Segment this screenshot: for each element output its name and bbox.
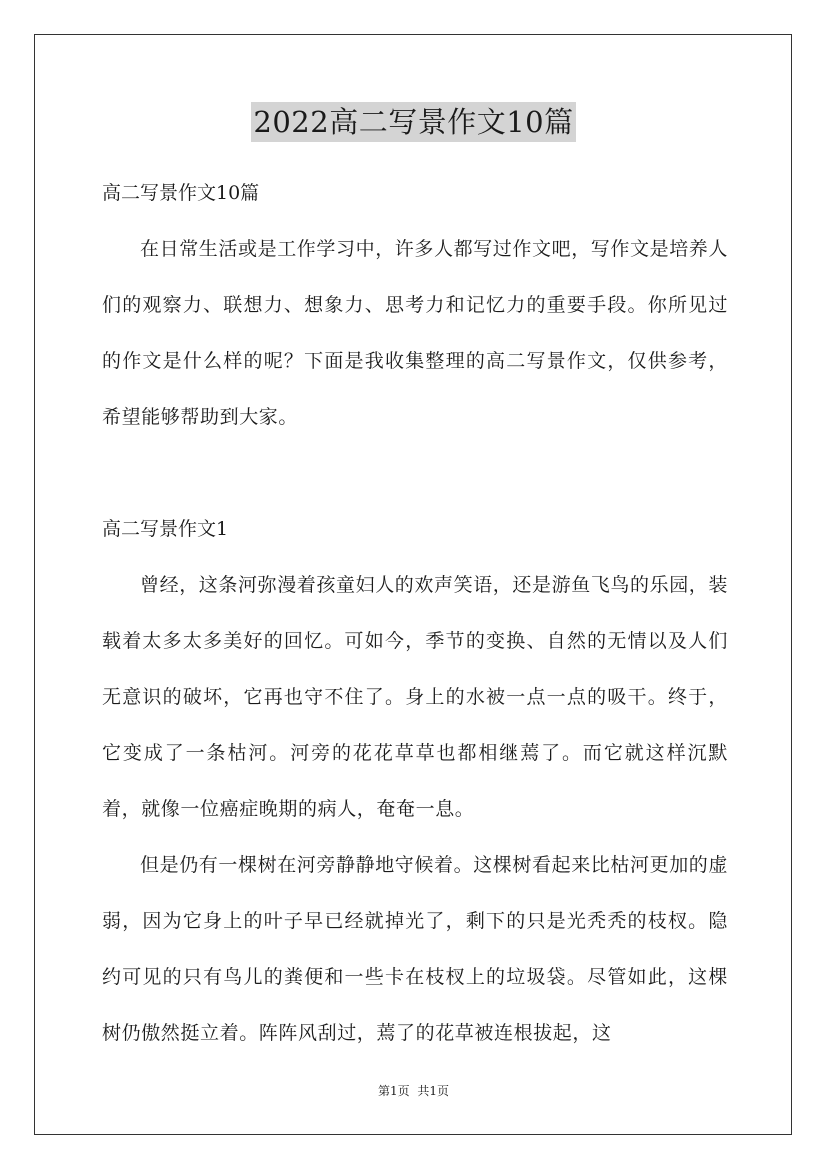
document-body <box>102 165 728 1061</box>
essay1-heading: 高二写景作文1 <box>102 518 229 540</box>
intro-paragraph: 在日常生活或是工作学习中，许多人都写过作文吧，写作文是培养人们的观察力、联想力、想象力、思考力和记忆力的重要手段。你所见过的作文是什么样的呢？下面是我收集整理的高二写景作文，仅供参考，希望能够帮助到大家。 <box>102 238 729 428</box>
intro-heading: 高二写景作文10篇 <box>102 182 260 204</box>
essay1-paragraph: 但是仍有一棵树在河旁静静地守候着。这棵树看起来比枯河更加的虚弱，因为它身上的叶子早已经就掉光了，剩下的只是光秃秃的枝杈。隐约可见的只有鸟儿的粪便和一些卡在枝杈上的垃圾袋。尽管如此，这棵树仍傲然挺立着。阵阵风刮过，蔫了的花草被连根拔起，这 <box>102 854 729 1044</box>
section-gap <box>102 445 728 501</box>
page-footer <box>0 1083 827 1099</box>
title-container <box>0 102 827 142</box>
document-title: 2022高二写景作文10篇 <box>251 102 575 142</box>
essay1-paragraph: 曾经，这条河弥漫着孩童妇人的欢声笑语，还是游鱼飞鸟的乐园，装载着太多太多美好的回忆。可如今，季节的变换、自然的无情以及人们无意识的破坏，它再也守不住了。身上的水被一点一点的吸干。终于，它变成了一条枯河。河旁的花花草草也都相继蔫了。而它就这样沉默着，就像一位癌症晚期的病人，奄奄一息。 <box>102 574 729 820</box>
page-number: 第1页 <box>378 1084 410 1098</box>
total-pages: 共1页 <box>417 1084 449 1098</box>
